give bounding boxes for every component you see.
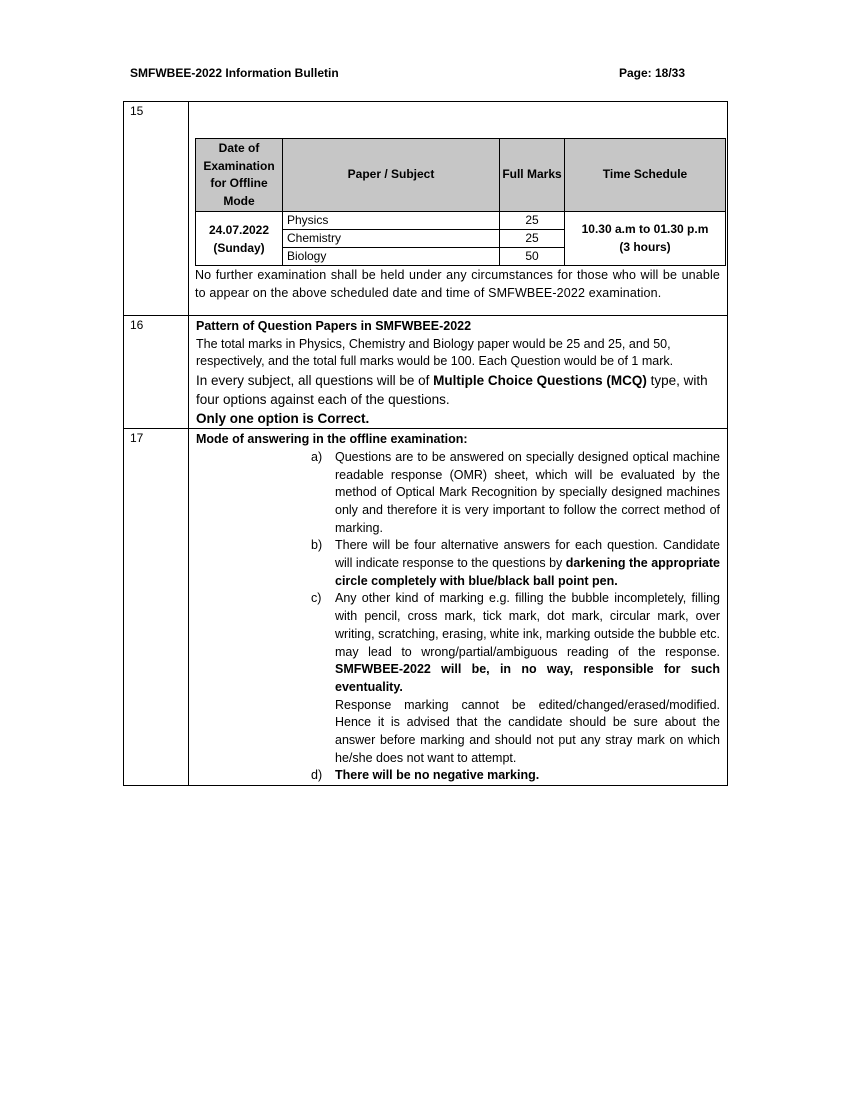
section-15-content <box>189 102 728 316</box>
subject-cell: Physics <box>283 212 500 230</box>
list-item <box>311 767 720 785</box>
section-17-content <box>189 429 728 786</box>
mcq-paragraph: In every subject, all questions will be of Multiple Choice Questions (MCQ) type, with four options against each of the questions. <box>196 373 708 408</box>
marks-cell: 50 <box>500 248 565 266</box>
page-header <box>130 66 685 84</box>
header-subject: Paper / Subject <box>283 139 500 212</box>
section-number: 16 <box>124 316 189 429</box>
table-row <box>196 212 726 230</box>
item-text: There will be no negative marking. <box>335 768 540 783</box>
item-text: Any other kind of marking e.g. filling the bubble incompletely, filling with pencil, cross mark, tick mark, dot mark, circular mark, over writing, scratching, erasing, white ink, marking outside the bubble etc. may lead to wrong/partial/ambiguous reading of the response. SMFWBEE-2022 will be, in no way, responsible for such eventuality. <box>335 591 720 694</box>
list-item <box>311 449 720 538</box>
exam-date <box>196 212 283 266</box>
section-number: 17 <box>124 429 189 786</box>
correct-option-note: Only one option is Correct. <box>196 411 370 427</box>
item-text: There will be four alternative answers for each question. Candidate will indicate response to the questions by darkening the appropriate circle completely with blue/black ball point pen. <box>335 538 720 588</box>
exam-schedule-table <box>195 138 726 266</box>
section-number: 15 <box>124 102 189 316</box>
subject-cell: Chemistry <box>283 230 500 248</box>
section-17-row <box>124 429 728 786</box>
header-date: Date of Examination for Offline Mode <box>196 139 283 212</box>
exam-note: No further examination shall be held under any circumstances for those who will be unable to appear on the above scheduled date and time of SMFWBEE-2022 examination. <box>195 268 720 300</box>
bulletin-title: SMFWBEE-2022 Information Bulletin <box>130 66 339 80</box>
marks-cell: 25 <box>500 230 565 248</box>
marks-cell: 25 <box>500 212 565 230</box>
list-item <box>311 537 720 590</box>
item-label: c) <box>311 591 322 606</box>
info-table <box>123 101 728 786</box>
answering-instructions-list <box>311 449 720 785</box>
page-number: Page: 18/33 <box>618 66 685 80</box>
subject-cell: Biology <box>283 248 500 266</box>
item-label: b) <box>311 538 323 553</box>
header-marks: Full Marks <box>500 139 565 212</box>
mcq-emphasis: Multiple Choice Questions (MCQ) <box>433 373 647 389</box>
header-time: Time Schedule <box>565 139 726 212</box>
item-emphasis: SMFWBEE-2022 will be, in no way, responsible for such eventuality. <box>335 662 720 694</box>
time-duration: (3 hours) <box>619 239 671 254</box>
item-text-continued: Response marking cannot be edited/changed/erased/modified. Hence it is advised that the candidate should be sure about the answer before marking and should not put any stray mark on which he/she does not want to attempt. <box>335 697 720 765</box>
list-item <box>311 590 720 767</box>
item-label: a) <box>311 449 323 464</box>
section-15-row <box>124 102 728 316</box>
section-heading: Mode of answering in the offline examination: <box>196 432 468 447</box>
section-heading: Pattern of Question Papers in SMFWBEE-2022 <box>196 319 472 333</box>
item-text: Questions are to be answered on specially designed optical machine readable response (OMR) sheet, which will be evaluated by the method of Optical Mark Recognition by specially designed machines only and therefore it is very important to follow the correct method of marking. <box>335 449 720 535</box>
exam-day: (Sunday) <box>213 240 265 255</box>
marks-paragraph: The total marks in Physics, Chemistry and Biology paper would be 25 and 25, and 50, respectively, and the total full marks would be 100. Each Question would be of 1 mark. <box>196 336 674 369</box>
section-16-row <box>124 316 728 429</box>
item-emphasis: darkening the appropriate circle completely with blue/black ball point pen. <box>335 556 720 588</box>
section-16-content <box>189 316 728 429</box>
item-label: d) <box>311 768 323 783</box>
exam-date-value: 24.07.2022 <box>208 222 270 237</box>
time-range: 10.30 a.m to 01.30 p.m <box>581 222 709 236</box>
time-schedule <box>565 212 726 266</box>
